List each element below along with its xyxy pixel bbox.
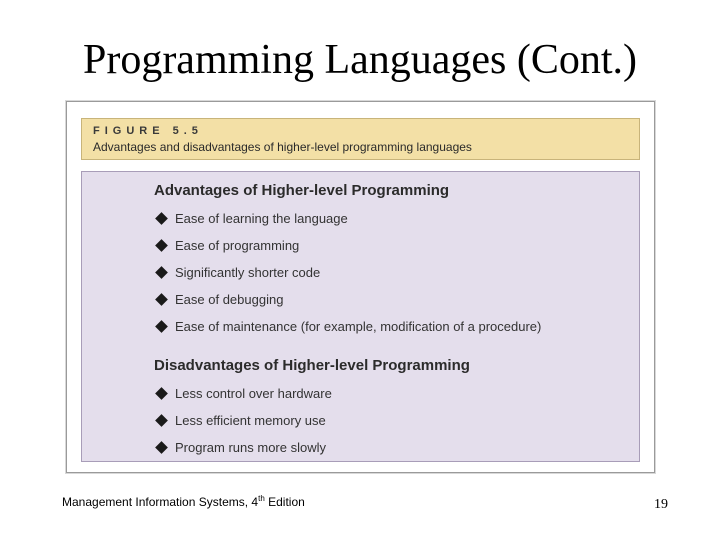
page-number: 19 <box>654 497 668 512</box>
disadvantage-item-text: Program runs more slowly <box>175 439 326 455</box>
diamond-bullet-icon <box>155 212 168 225</box>
advantage-item-text: Ease of programming <box>175 237 300 253</box>
disadvantage-item-text: Less efficient memory use <box>175 412 326 428</box>
advantage-item <box>154 318 541 334</box>
disadvantage-item <box>154 385 332 401</box>
slide-title: Programming Languages (Cont.) <box>82 37 638 83</box>
footer-book-title-main: Management Information Systems, 4 <box>62 495 259 509</box>
figure-frame <box>66 101 655 473</box>
advantage-item <box>154 264 320 280</box>
disadvantage-item <box>154 412 326 428</box>
figure-caption-box <box>81 118 640 160</box>
diamond-bullet-icon <box>155 320 168 333</box>
diamond-bullet-icon <box>155 293 168 306</box>
advantage-item-text: Ease of maintenance (for example, modification of a procedure) <box>175 318 542 334</box>
disadvantage-item <box>154 439 326 455</box>
advantage-item-text: Significantly shorter code <box>175 264 321 280</box>
figure-label: FIGURE 5.5 <box>93 125 203 137</box>
advantage-item <box>154 237 299 253</box>
diamond-bullet-icon <box>155 387 168 400</box>
disadvantage-item-text: Less control over hardware <box>175 385 332 401</box>
diamond-bullet-icon <box>155 414 168 427</box>
diamond-bullet-icon <box>155 239 168 252</box>
diamond-bullet-icon <box>155 266 168 279</box>
advantages-heading: Advantages of Higher-level Programming <box>154 182 450 199</box>
footer-book-title-edition: Edition <box>264 495 305 509</box>
footer-book-title <box>62 495 305 509</box>
advantage-item-text: Ease of debugging <box>175 291 284 307</box>
footer-book-title-superscript: th <box>258 494 265 503</box>
figure-content-box <box>81 171 640 462</box>
advantage-item <box>154 291 283 307</box>
advantage-item-text: Ease of learning the language <box>175 210 348 226</box>
diamond-bullet-icon <box>155 441 168 454</box>
figure-caption: Advantages and disadvantages of higher-level programming languages <box>93 140 472 154</box>
advantage-item <box>154 210 348 226</box>
disadvantages-heading: Disadvantages of Higher-level Programming <box>154 357 470 374</box>
